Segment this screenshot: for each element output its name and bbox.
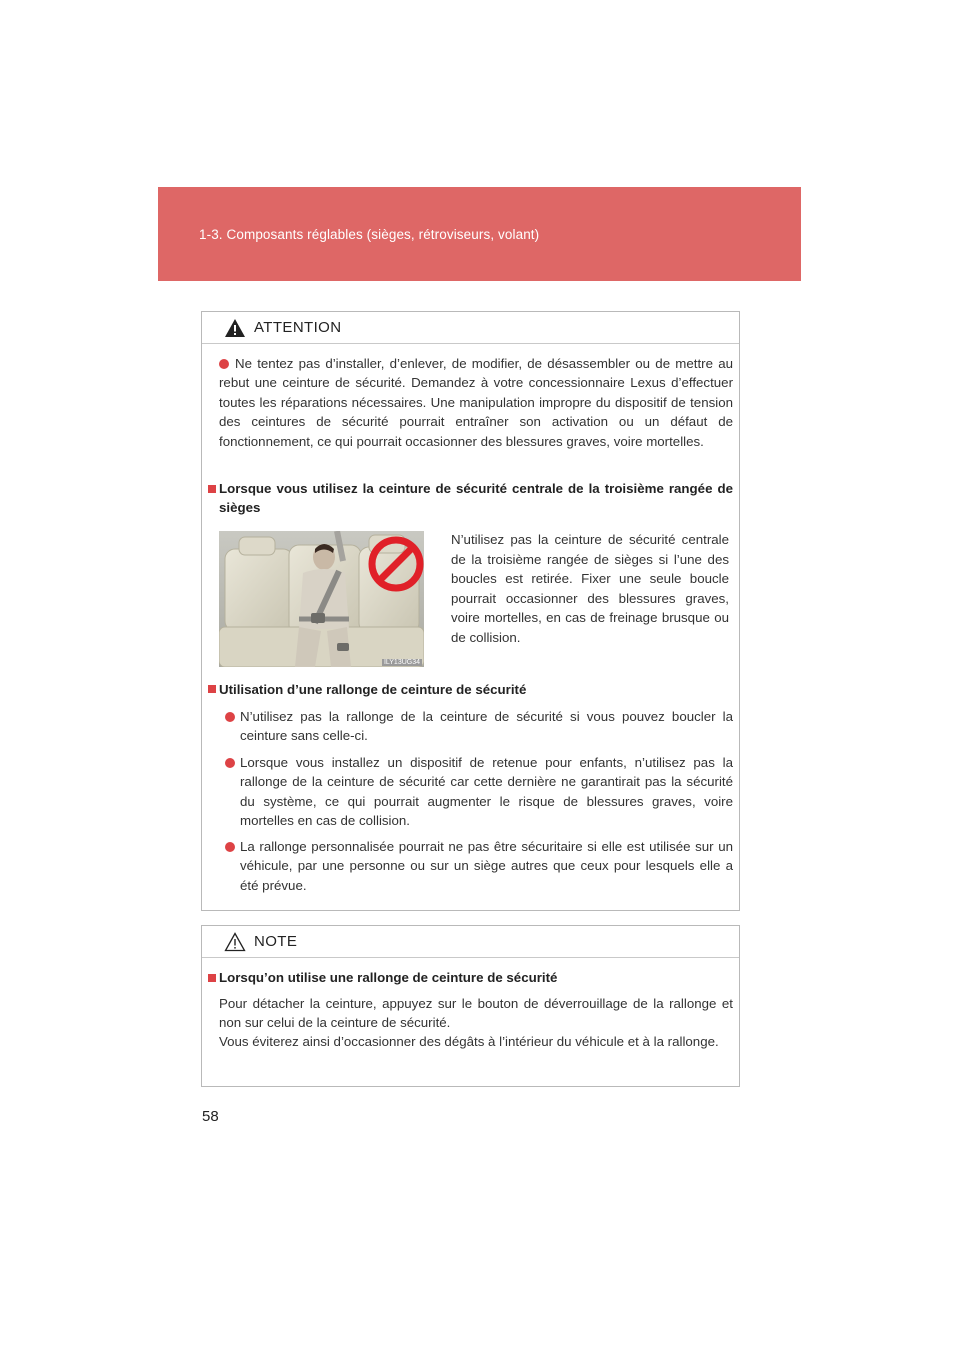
section-title: 1-3. Composants réglables (sièges, rétroviseurs, volant) [199,227,540,242]
note-text-2: Vous éviterez ainsi d’occasionner des dégâts à l’intérieur du véhicule et à la rallonge. [219,1034,719,1049]
note-text-1: Pour détacher la ceinture, appuyez sur le bouton de déverrouillage de la rallonge et non sur celui de la ceinture de sécurité. [219,996,733,1031]
attention-box-header [202,312,739,344]
attention-title: ATTENTION [254,319,342,336]
note-title: NOTE [254,933,298,950]
bullet-dot-icon [225,758,235,768]
section-header-band [158,187,801,281]
page-number: 58 [202,1108,219,1125]
note-box-header [202,926,739,958]
square-bullet-icon [208,974,216,982]
section-heading-third-row: Lorsque vous utilisez la ceinture de sécurité centrale de la troisième rangée de sièges [219,481,733,516]
caution-outline-triangle-icon [224,932,246,952]
square-bullet-icon [208,685,216,693]
bullet-dot-icon [225,842,235,852]
extension-bullet-3: La rallonge personnalisée pourrait ne pas être sécuritaire si elle est utilisée sur un véhicule, par une personne ou sur un siège autres que ceux pour lesquels elle a été prévue. [240,839,733,893]
illustration-code: ILY13UG34 [383,659,420,666]
seat-belt-illustration [219,531,424,667]
rear-seat-person-image [219,531,424,667]
note-box [201,925,740,1087]
bullet-dot-icon [225,712,235,722]
third-row-warning-text: N’utilisez pas la ceinture de sécurité centrale de la troisième rangée de sièges si l’une des boucles est retirée. Fixer une seule boucle pourrait occasionner des blessures graves, voire mortelles, en cas de freinage brusque ou de collision. [451,532,729,645]
note-heading: Lorsqu’on utilise une rallonge de ceinture de sécurité [219,970,558,985]
warning-triangle-icon [224,318,246,338]
attention-bullet-text: Ne tentez pas d’installer, d’enlever, de modifier, de désassembler ou de mettre au rebut une ceinture de sécurité. Demandez à votre concessionnaire Lexus d’effectuer toutes les réparations nécessaires. Une manipulation impropre du dispositif de tension des ceintures de sécurité pourrait entraîner son activation ou un défaut de fonctionnement, ce qui pourrait occasionner des blessures graves, voire mortelles. [219,356,733,449]
extension-bullet-2: Lorsque vous installez un dispositif de retenue pour enfants, n’utilisez pas la rallonge de la ceinture de sécurité car cette dernière ne garantirait pas la sécurité du système, ce qui pourrait augmenter le risque de blessures graves, voire mortelles en cas de collision. [240,755,733,829]
square-bullet-icon [208,485,216,493]
section-heading-extension: Utilisation d’une rallonge de ceinture de sécurité [219,682,527,697]
extension-bullet-1: N’utilisez pas la rallonge de la ceinture de sécurité si vous pouvez boucler la ceinture sans celle-ci. [240,709,733,744]
